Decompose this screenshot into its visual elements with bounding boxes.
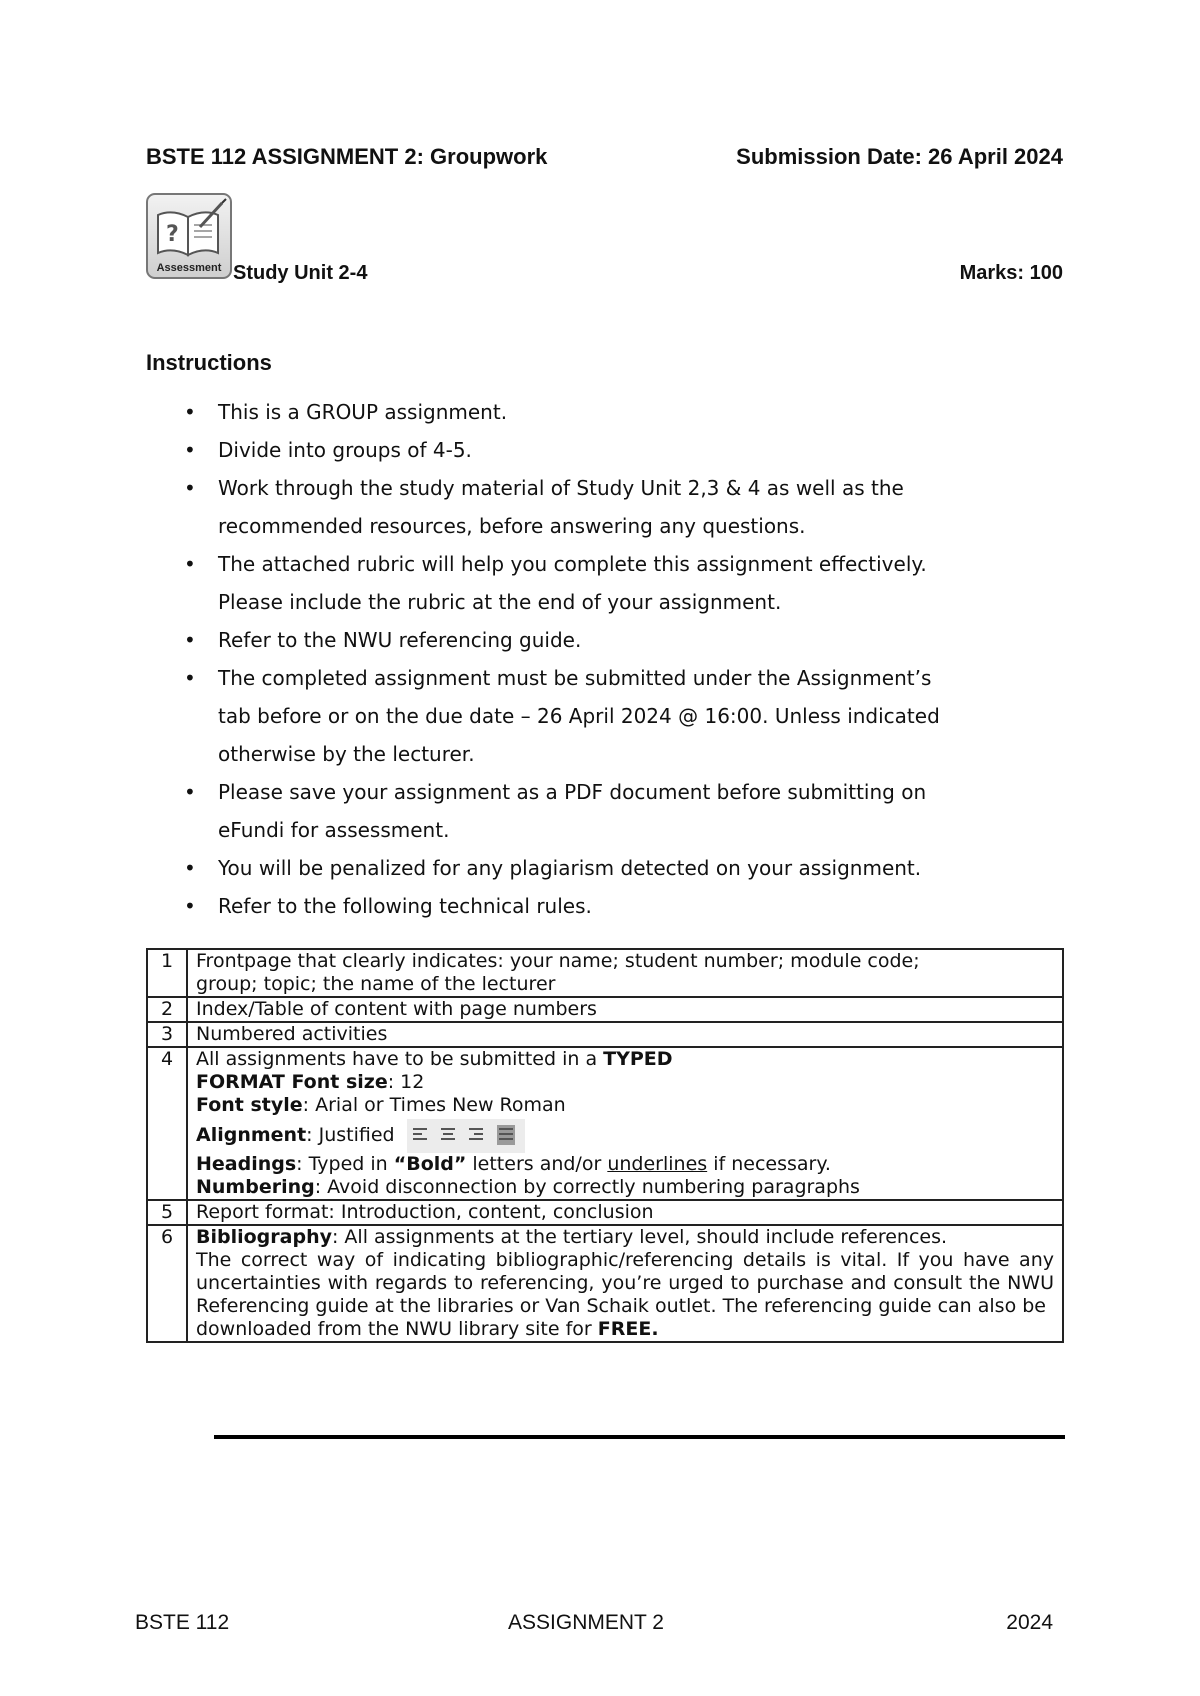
table-row	[147, 997, 1063, 1022]
table-row	[147, 1022, 1063, 1047]
row-number: 1	[147, 949, 187, 997]
logo-label: Assessment	[156, 262, 222, 274]
table-row	[147, 1225, 1063, 1342]
footer-assignment: ASSIGNMENT 2	[508, 1611, 664, 1634]
assessment-logo	[146, 193, 232, 279]
svg-text:?: ?	[166, 222, 179, 247]
rule-text: Bibliography: All assignments at the tertiary level, should include references. The correct way of indicating bibliographic/referencing details is vital. If you have any uncertainties with regards to referencing, you’re urged to purchase and consult the NWU Referencing guide at the libraries or Van Schaik outlet. The referencing guide can also be downloaded from the NWU library site for FREE.	[187, 1225, 1063, 1342]
instructions-heading: Instructions	[146, 350, 272, 375]
rule-text: Frontpage that clearly indicates: your name; student number; module code; group; topic; the name of the lecturer	[187, 949, 1063, 997]
list-item: • Work through the study material of Study Unit 2,3 & 4 as well as the recommended resources, before answering any questions.	[180, 469, 1060, 545]
list-item: • The completed assignment must be submitted under the Assignment’s tab before or on the due date – 26 April 2024 @ 16:00. Unless indicated otherwise by the lecturer.	[180, 659, 1060, 773]
table-row	[147, 1200, 1063, 1225]
rule-text: All assignments have to be submitted in a TYPED FORMAT Font size: 12 Font style: Arial or Times New Roman Alignment: Justified Headings: Typed in “Bold” letters and/or underlines if necessary. Numbering: Avoid disconnection by correctly numbering paragraphs	[187, 1047, 1063, 1200]
alignment-buttons-icon	[407, 1119, 525, 1153]
list-item: • Refer to the following technical rules.	[180, 887, 1060, 925]
footer-module: BSTE 112	[135, 1611, 230, 1634]
row-number: 5	[147, 1200, 187, 1225]
book-question-icon	[148, 197, 230, 263]
submission-date: Submission Date: 26 April 2024	[736, 144, 1063, 169]
instructions-list	[180, 393, 1060, 925]
list-item: • This is a GROUP assignment.	[180, 393, 1060, 431]
list-item: • Refer to the NWU referencing guide.	[180, 621, 1060, 659]
list-item: • You will be penalized for any plagiarism detected on your assignment.	[180, 849, 1060, 887]
list-item: • Please save your assignment as a PDF document before submitting on eFundi for assessment.	[180, 773, 1060, 849]
table-row	[147, 949, 1063, 997]
footer-year: 2024	[1006, 1611, 1053, 1634]
marks: Marks: 100	[959, 262, 1063, 284]
technical-rules-table	[146, 948, 1064, 1343]
study-unit: Study Unit 2-4	[233, 262, 368, 284]
assignment-title: BSTE 112 ASSIGNMENT 2: Groupwork	[146, 144, 548, 169]
rule-text: Index/Table of content with page numbers	[187, 997, 1063, 1022]
row-number: 2	[147, 997, 187, 1022]
list-item: • The attached rubric will help you complete this assignment effectively. Please include the rubric at the end of your assignment.	[180, 545, 1060, 621]
horizontal-divider	[214, 1435, 1065, 1439]
row-number: 6	[147, 1225, 187, 1342]
rule-text: Report format: Introduction, content, conclusion	[187, 1200, 1063, 1225]
row-number: 3	[147, 1022, 187, 1047]
table-row	[147, 1047, 1063, 1200]
row-number: 4	[147, 1047, 187, 1200]
list-item: • Divide into groups of 4-5.	[180, 431, 1060, 469]
rule-text: Numbered activities	[187, 1022, 1063, 1047]
